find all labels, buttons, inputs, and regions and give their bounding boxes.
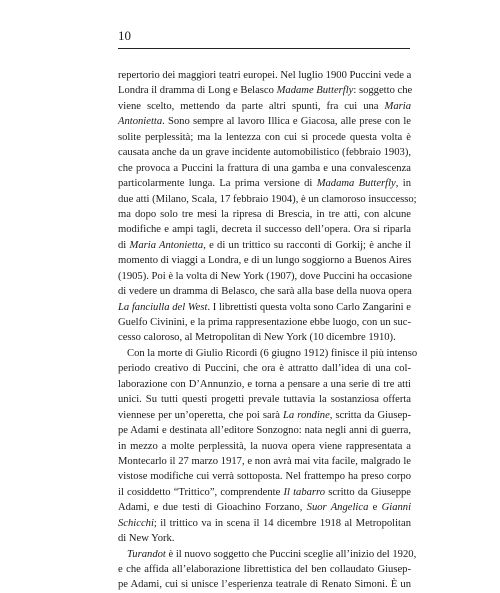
text-run: , e di un trittico su racconti di Gorkij; è anche il [203, 239, 412, 251]
text-line [118, 377, 411, 392]
text-run: viene scelto, mettendo da parte altri spunti, fra cui una [118, 100, 385, 112]
text-run: unici. Su tutti questi progetti prevale tuttavia la sostanziosa offerta [118, 394, 411, 406]
text-line [118, 485, 411, 500]
text-line [118, 469, 411, 484]
text-line [118, 439, 411, 454]
text-line [118, 562, 411, 577]
text-run: . Sono sempre al lavoro Illica e Giacosa, alle prese con le [162, 116, 411, 128]
text-run: di New York. [118, 533, 175, 545]
text-run: vistose modifiche cui verrà sottoposta. Nel frattempo ha preso corpo [118, 471, 411, 483]
text-run: periodo creativo di Puccini, che ora è attratto dall’idea di una col- [118, 363, 411, 375]
text-run: , scritta da Giusep- [329, 409, 411, 421]
text-line [118, 531, 411, 546]
text-line [118, 315, 411, 330]
text-line [118, 145, 411, 160]
text-run: viennese per un’operetta, che poi sarà [118, 409, 283, 421]
text-line [118, 238, 411, 253]
text-run: di [118, 239, 130, 251]
text-line [118, 500, 411, 515]
text-run: è il nuovo soggetto che Puccini sceglie all’inizio del 1920, [165, 548, 417, 560]
text-run: causata anche da un grave incidente automobilistico (febbraio 1903), [118, 147, 411, 159]
text-line [118, 346, 418, 361]
text-run: di vedere un dramma di Belasco, che sarà alla base della nuova opera [118, 286, 412, 298]
text-run: particolarmente lunga. La prima versione di [118, 178, 317, 190]
text-line [118, 176, 411, 191]
text-run: momento di viaggi a Londra, e di un lungo soggiorno a Buenos Aires [118, 255, 412, 267]
text-line [118, 547, 417, 562]
text-run: . I librettisti questa volta sono Carlo Zangarini e [207, 301, 411, 313]
text-line [118, 207, 411, 222]
italic-title: Gianni [381, 502, 412, 514]
text-line [118, 577, 411, 592]
text-run: scritto da Giuseppe [325, 486, 412, 498]
text-run: pe Adami e destinata all’editore Sonzogno: nata negli anni di guerra, [118, 425, 411, 437]
text-run: che provoca a Puccini la frattura di una gamba e una convalescenza [118, 162, 411, 174]
text-line [118, 114, 411, 129]
text-run: (1905). Poi è la volta di New York (1907), dove Puccini ha occasione [118, 270, 412, 282]
text-line [118, 161, 411, 176]
text-run: ; il trittico va in scena il 14 dicembre 1918 al Metropolitan [153, 517, 411, 529]
text-line [118, 361, 411, 376]
text-line [118, 222, 411, 237]
text-run: Londra il dramma di Long e Belasco [118, 85, 277, 97]
italic-title: Maria [384, 100, 411, 112]
text-run: Montecarlo il 27 marzo 1917, e non avrà mai vita facile, malgrado le [118, 455, 411, 467]
text-run: : soggetto che [353, 85, 413, 97]
text-line [118, 253, 411, 268]
text-line [118, 392, 411, 407]
text-line [118, 192, 417, 207]
text-line [118, 300, 411, 315]
text-run: in mezzo a molte perplessità, la nuova opera viene rappresentata a [118, 440, 411, 452]
italic-title: Schicchi [118, 517, 154, 529]
text-run: , in [395, 178, 411, 190]
italic-title: Il tabarro [283, 486, 326, 498]
text-run: solite perplessità; ma la lentezza con cui si procede questa volta è [118, 131, 411, 143]
text-run: e che affida all’elaborazione librettistica del ben collaudato Giusep- [118, 564, 411, 575]
page-number: 10 [118, 28, 131, 43]
text-line [118, 330, 411, 345]
italic-title: La rondine [283, 409, 330, 421]
italic-title: Maria Antonietta [129, 239, 204, 251]
text-line [118, 68, 411, 83]
text-run: laborazione con D’Annunzio, e torna a pensare a una serie di tre atti [118, 378, 411, 390]
text-line [118, 83, 411, 98]
header-rule [118, 48, 410, 49]
italic-title: Suor Angelica [306, 502, 369, 514]
text-line [118, 269, 411, 284]
text-run: ma dopo solo tre mesi la ripresa di Brescia, in tre atti, con alcune [118, 208, 411, 220]
italic-title: Antonietta [118, 116, 163, 128]
text-run: Con la morte di Giulio Ricordi (6 giugno 1912) finisce il più intenso [127, 347, 418, 359]
italic-title: Turandot [127, 548, 166, 560]
text-run: cesso caloroso, al Metropolitan di New York (10 dicembre 1910). [118, 332, 396, 344]
text-run: due atti (Milano, Scala, 17 febbraio 1904), è un clamoroso insuccesso; [118, 193, 417, 205]
text-line [118, 516, 411, 531]
text-run: Guelfo Civinini, e la prima rappresentazione ebbe luogo, con un suc- [118, 317, 411, 328]
text-run: pe Adami, cui si unisce l’esperienza teatrale di Renato Simoni. È un [118, 579, 411, 591]
text-run: modifiche e ampi tagli, decreta il successo dell’opera. Ora si riparla [118, 224, 411, 236]
italic-title: La fanciulla del West [118, 301, 208, 313]
body-text [118, 68, 418, 593]
text-line [118, 408, 411, 423]
text-run: e [368, 502, 382, 514]
italic-title: Madame Butterfly [276, 85, 354, 97]
text-line [118, 284, 411, 299]
text-run: Adami, e due testi di Gioachino Forzano, [118, 502, 307, 514]
text-line [118, 130, 411, 145]
text-run: il cosiddetto “Trittico”, comprendente [118, 486, 284, 498]
text-line [118, 454, 411, 469]
text-line [118, 99, 411, 114]
text-run: repertorio dei maggiori teatri europei. Nel luglio 1900 Puccini vede a [118, 70, 412, 81]
text-line [118, 423, 411, 438]
italic-title: Madama Butterfly [316, 178, 396, 190]
